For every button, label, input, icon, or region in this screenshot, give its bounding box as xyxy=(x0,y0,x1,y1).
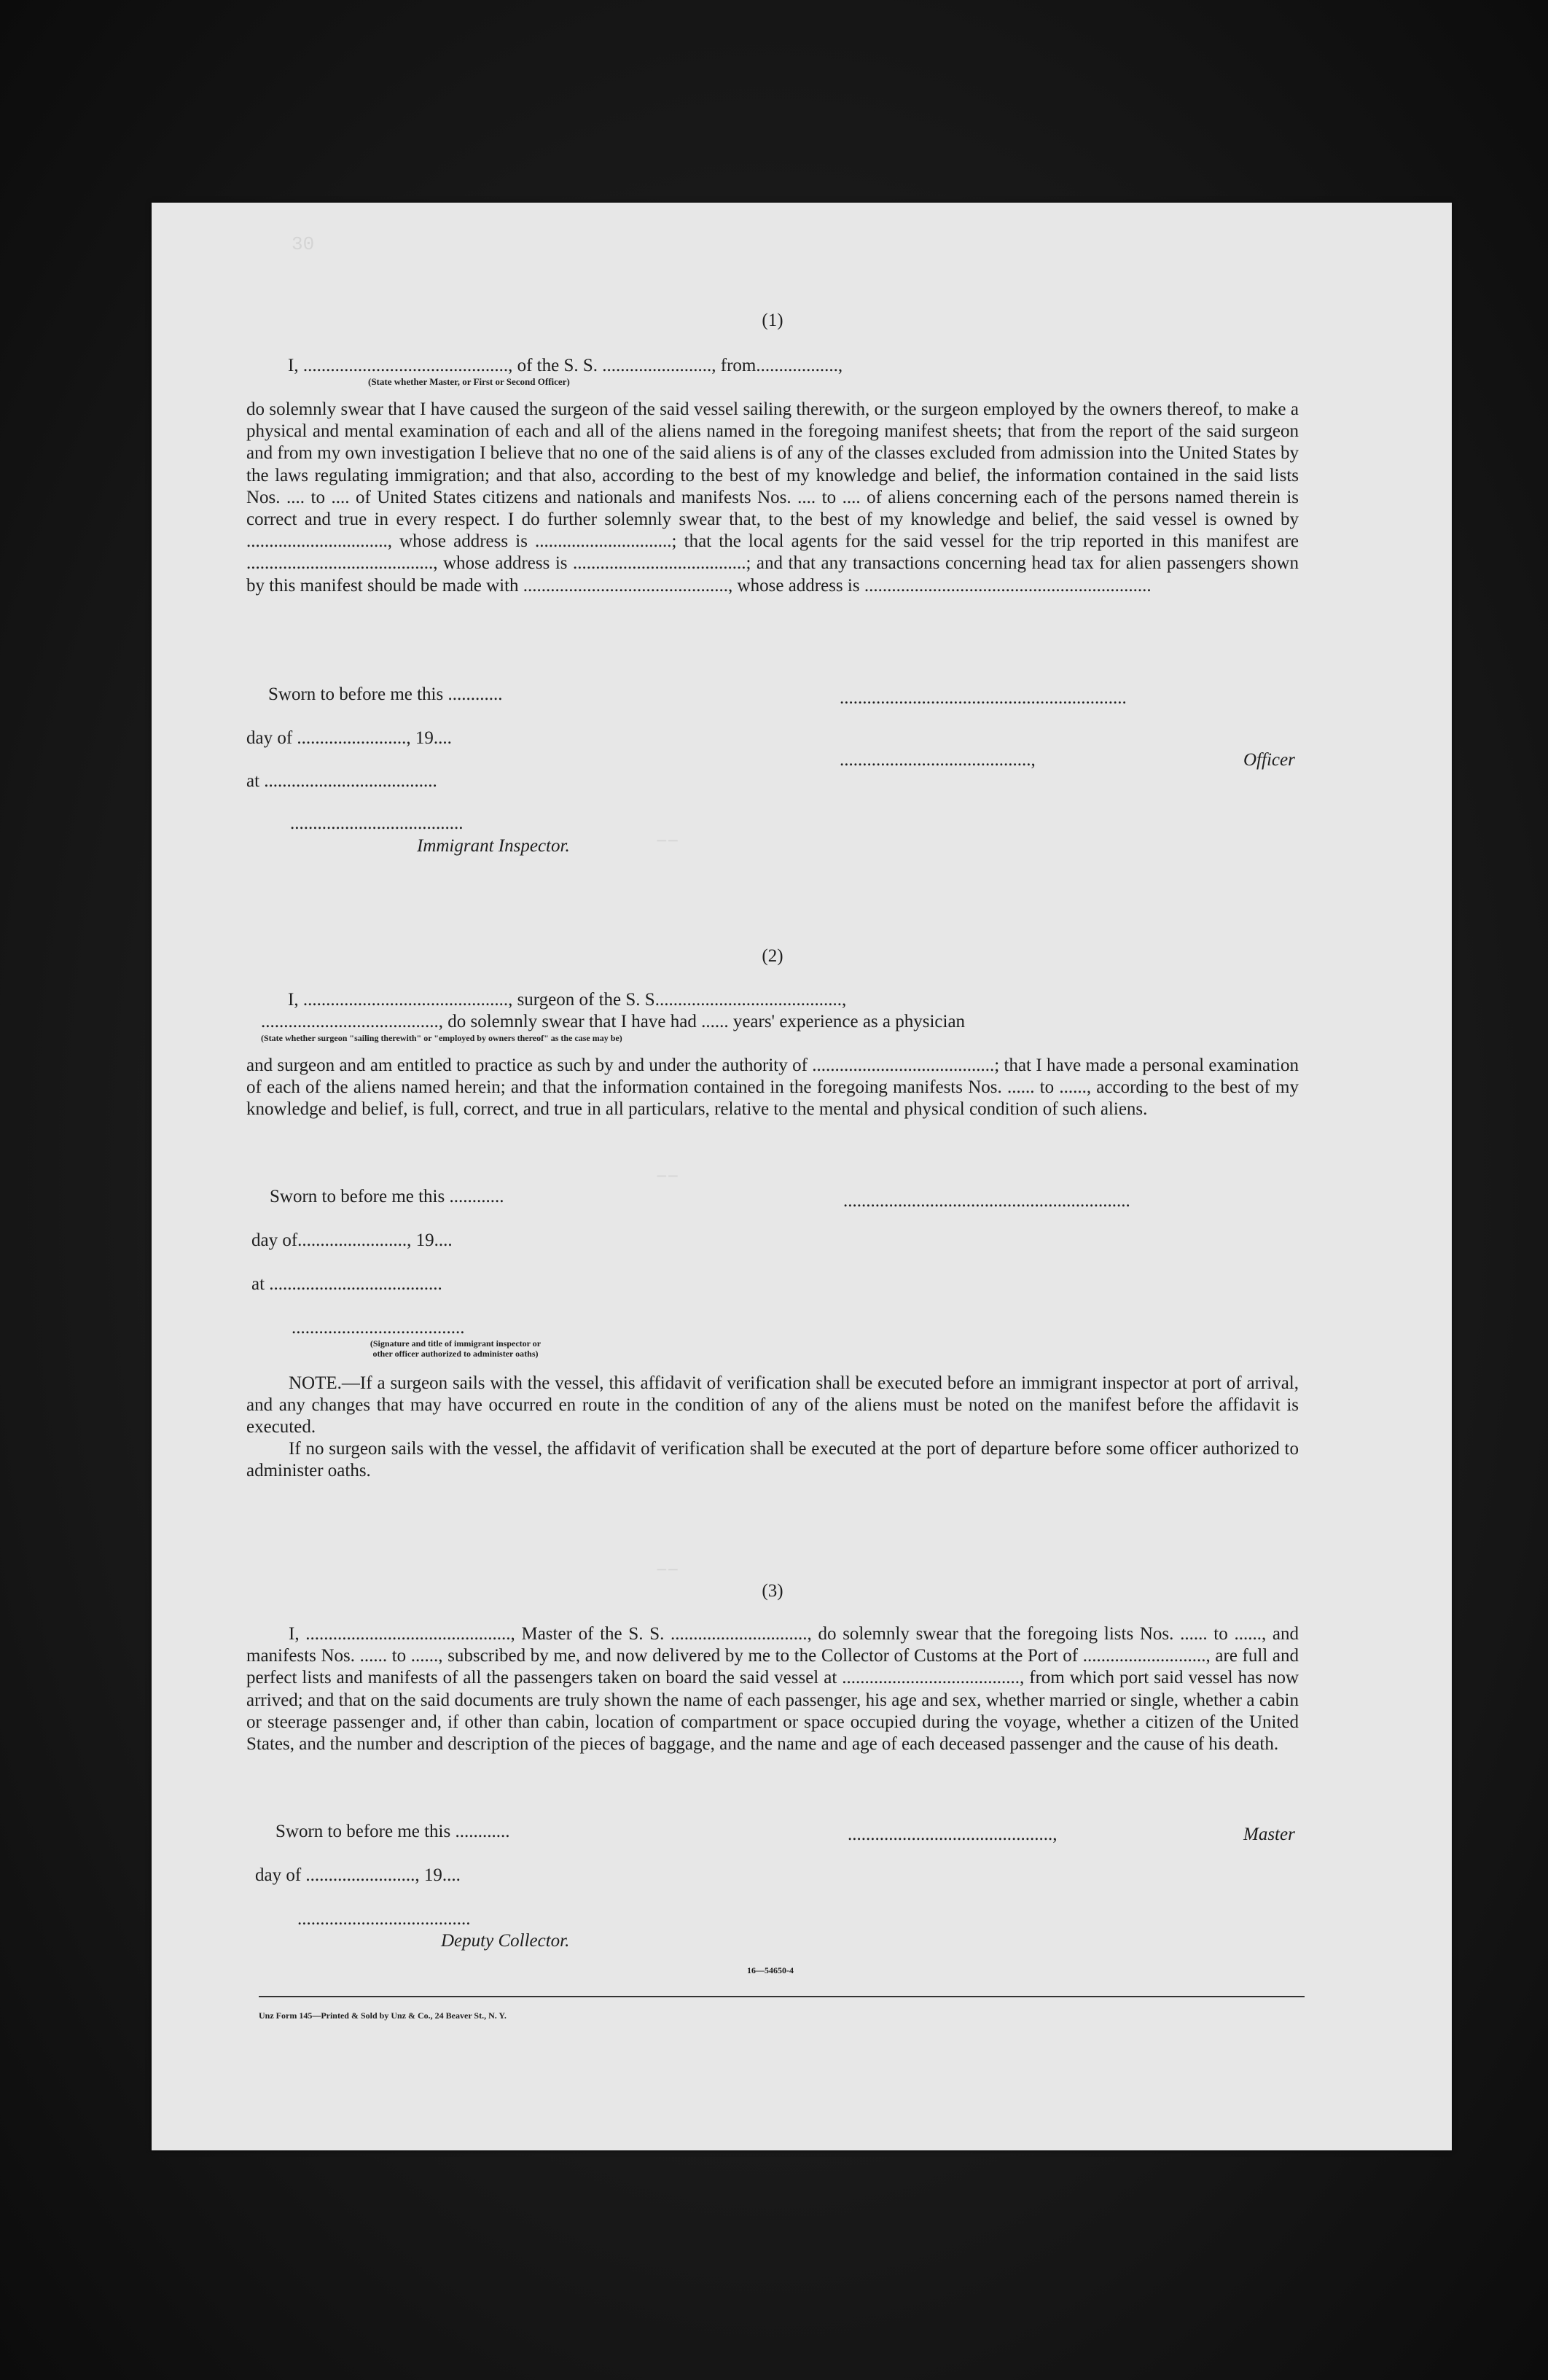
s2-note-2-text: If no surgeon sails with the vessel, the affidavit of verification shall be executed at the port of departure before some officer authorized to administer oaths. xyxy=(246,1439,1299,1481)
s3-day: day of ........................, 19.... xyxy=(255,1865,461,1885)
s2-note-2 xyxy=(246,1438,1299,1482)
s3-body xyxy=(246,1623,1299,1755)
s2-body: and surgeon and am entitled to practice as such by and under the authority of ........................................; that I have made a personal examination of each of the aliens named herein; and that the information contained in the foregoing manifests Nos. ...... to ......, according to the best of my knowledge and belief, is full, correct, and true in all particulars, relative to the mental and physical condition of such aliens. xyxy=(246,1056,1299,1120)
s2-day: day of........................, 19.... xyxy=(251,1230,453,1250)
s2-line2-note: (State whether surgeon "sailing therewith" or "employed by owners thereof" as the case may be) xyxy=(261,1033,622,1043)
section-2-number: (2) xyxy=(762,946,783,966)
s3-master-label: Master xyxy=(1243,1825,1295,1844)
s1-line1: I, ............................................., of the S. S. ........................, from.................., xyxy=(288,356,843,375)
s1-line1-note: (State whether Master, or First or Second Officer) xyxy=(368,376,570,387)
s1-day: day of ........................, 19.... xyxy=(246,728,452,748)
s2-at: at ...................................... xyxy=(251,1274,442,1294)
section-1-number: (1) xyxy=(762,311,783,330)
s2-signote-1: (Signature and title of immigrant inspector or xyxy=(370,1338,542,1349)
s2-note-1 xyxy=(246,1373,1299,1439)
bleed-through: −− xyxy=(656,831,679,853)
bleed-through: −− xyxy=(656,1560,679,1582)
s2-note-1-text: NOTE.—If a surgeon sails with the vessel, this affidavit of verification shall be executed before an immigrant inspector at port of arrival, and any changes that may have occurred en route in the condition of any of the aliens must be noted on the manifest before the affidavit is executed. xyxy=(246,1373,1299,1437)
s1-body: do solemnly swear that I have caused the surgeon of the said vessel sailing therewith, or the surgeon employed by the owners thereof, to make a physical and mental examination of each and all of the aliens named in the foregoing manifest sheets; that from the report of the said surgeon and from my own investigation I believe that no one of the said aliens is of any of the classes excluded from admission into the United States by the laws regulating immigration; and that also, according to the best of my knowledge and belief, the information contained in the said lists Nos. .... to .... of United States citizens and nationals and manifests Nos. .... to .... of aliens concerning each of the persons named therein is correct and true in every respect. I do further solemnly swear that, to the best of my knowledge and belief, the said vessel is owned by ..............................., whose address is ..............................; that the local agents for the said vessel for the trip reported in this manifest are ........................................., whose address is ......................................; and that any transactions concerning head tax for alien passengers shown by this manifest should be made with ............................................., whose address is ............................................................... xyxy=(246,399,1299,596)
printer-imprint: Unz Form 145—Printed & Sold by Unz & Co., 24 Beaver St., N. Y. xyxy=(259,2010,507,2021)
bleed-through: 30 xyxy=(292,233,315,255)
s1-inspector-title: Immigrant Inspector. xyxy=(417,836,570,856)
s2-line2: ......................................., do solemnly swear that I have had ...... years' experience as a physician xyxy=(261,1012,966,1031)
s1-right-sigline: ............................................................... xyxy=(840,688,1127,708)
s3-sworn: Sworn to before me this ............ xyxy=(275,1822,510,1841)
s3-body-text: I, ............................................., Master of the S. S. .............................., do solemnly swear that the foregoing lists Nos. ...... to ......, and manifests Nos. ...... to ......, subscribed by me, and now delivered by me to the Collector of Customs at the Port of ..........................., are full and perfect lists and manifests of all the passengers taken on board the said vessel at ......................................., from which port said vessel has now arrived; and that on the said documents are truly shown the name of each passenger, his age and sex, whether married or single, whether a cabin or steerage passenger and, if other than cabin, location of compartment or space occupied during the voyage, whether a citizen of the United States, and the number and description of the pieces of baggage, and the name and age of each deceased passenger and the cause of his death. xyxy=(246,1624,1299,1755)
s3-master-dots: ............................................., xyxy=(848,1825,1058,1844)
s2-right-sigline: ............................................................... xyxy=(843,1191,1130,1211)
form-code: 16—54650-4 xyxy=(747,1965,794,1975)
s2-signote-2: other officer authorized to administer oaths) xyxy=(372,1349,539,1359)
s1-officer-dots: .........................................., xyxy=(840,750,1036,770)
s1-sworn: Sworn to before me this ............ xyxy=(268,684,503,704)
s2-line1: I, ............................................., surgeon of the S. S........................................., xyxy=(288,990,847,1010)
s1-officer-label: Officer xyxy=(1243,750,1295,770)
section-3-number: (3) xyxy=(762,1581,783,1601)
s2-sworn: Sworn to before me this ............ xyxy=(270,1187,504,1206)
s1-inspector-sigline: ...................................... xyxy=(290,814,464,833)
footer-rule xyxy=(259,1996,1305,1997)
bleed-through: −− xyxy=(656,1166,679,1188)
s3-collector-title: Deputy Collector. xyxy=(441,1931,570,1951)
s1-at: at ...................................... xyxy=(246,771,437,791)
s3-collector-sigline: ...................................... xyxy=(297,1909,471,1929)
s2-sigline: ...................................... xyxy=(292,1318,465,1338)
